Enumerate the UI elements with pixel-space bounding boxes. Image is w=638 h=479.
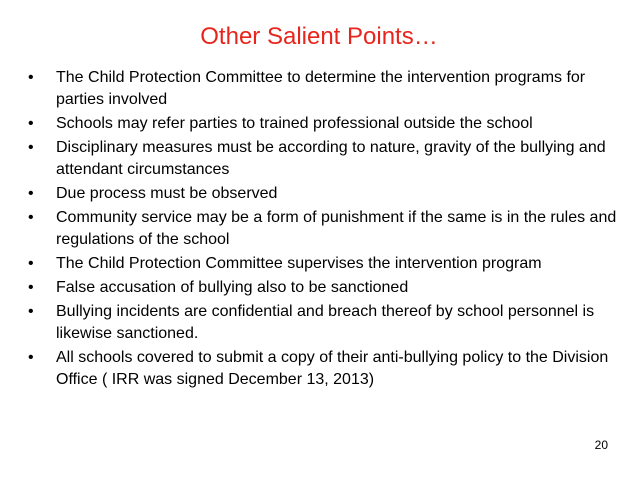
bullet-text: The Child Protection Committee supervises the intervention program: [56, 255, 542, 272]
bullet-text: Due process must be observed: [56, 185, 278, 202]
bullet-dot-icon: •: [28, 255, 34, 272]
bullet-item: [24, 207, 624, 251]
bullet-dot-icon: •: [28, 303, 34, 320]
slide-title: Other Salient Points…: [200, 23, 438, 50]
bullet-text: Bullying incidents are confidential and breach thereof by school personnel is likewise sanctioned.: [56, 303, 595, 342]
bullet-text: Disciplinary measures must be according to nature, gravity of the bullying and attendant circumstances: [56, 139, 606, 178]
bullet-item: [24, 347, 624, 391]
bullet-text: Schools may refer parties to trained professional outside the school: [56, 115, 533, 132]
bullet-dot-icon: •: [28, 209, 34, 226]
bullet-dot-icon: •: [28, 139, 34, 156]
bullet-dot-icon: •: [28, 69, 34, 86]
bullet-dot-icon: •: [28, 349, 34, 366]
bullet-item: [24, 67, 624, 111]
bullet-item: [24, 183, 624, 205]
bullet-text: The Child Protection Committee to determine the intervention programs for parties involved: [56, 69, 586, 108]
bullet-text: Community service may be a form of punishment if the same is in the rules and regulations of the school: [56, 209, 617, 248]
bullet-item: [24, 137, 624, 181]
bullet-dot-icon: •: [28, 185, 34, 202]
bullet-text: False accusation of bullying also to be sanctioned: [56, 279, 409, 296]
bullet-item: [24, 301, 624, 345]
bullet-text: All schools covered to submit a copy of their anti-bullying policy to the Division Office ( IRR was signed December 13, 2013): [56, 349, 609, 388]
page-number: 20: [594, 438, 608, 452]
bullet-item: [24, 253, 624, 275]
bullet-item: [24, 277, 624, 299]
bullet-dot-icon: •: [28, 279, 34, 296]
bullet-item: [24, 113, 624, 135]
bullet-list: [24, 67, 624, 393]
bullet-dot-icon: •: [28, 115, 34, 132]
